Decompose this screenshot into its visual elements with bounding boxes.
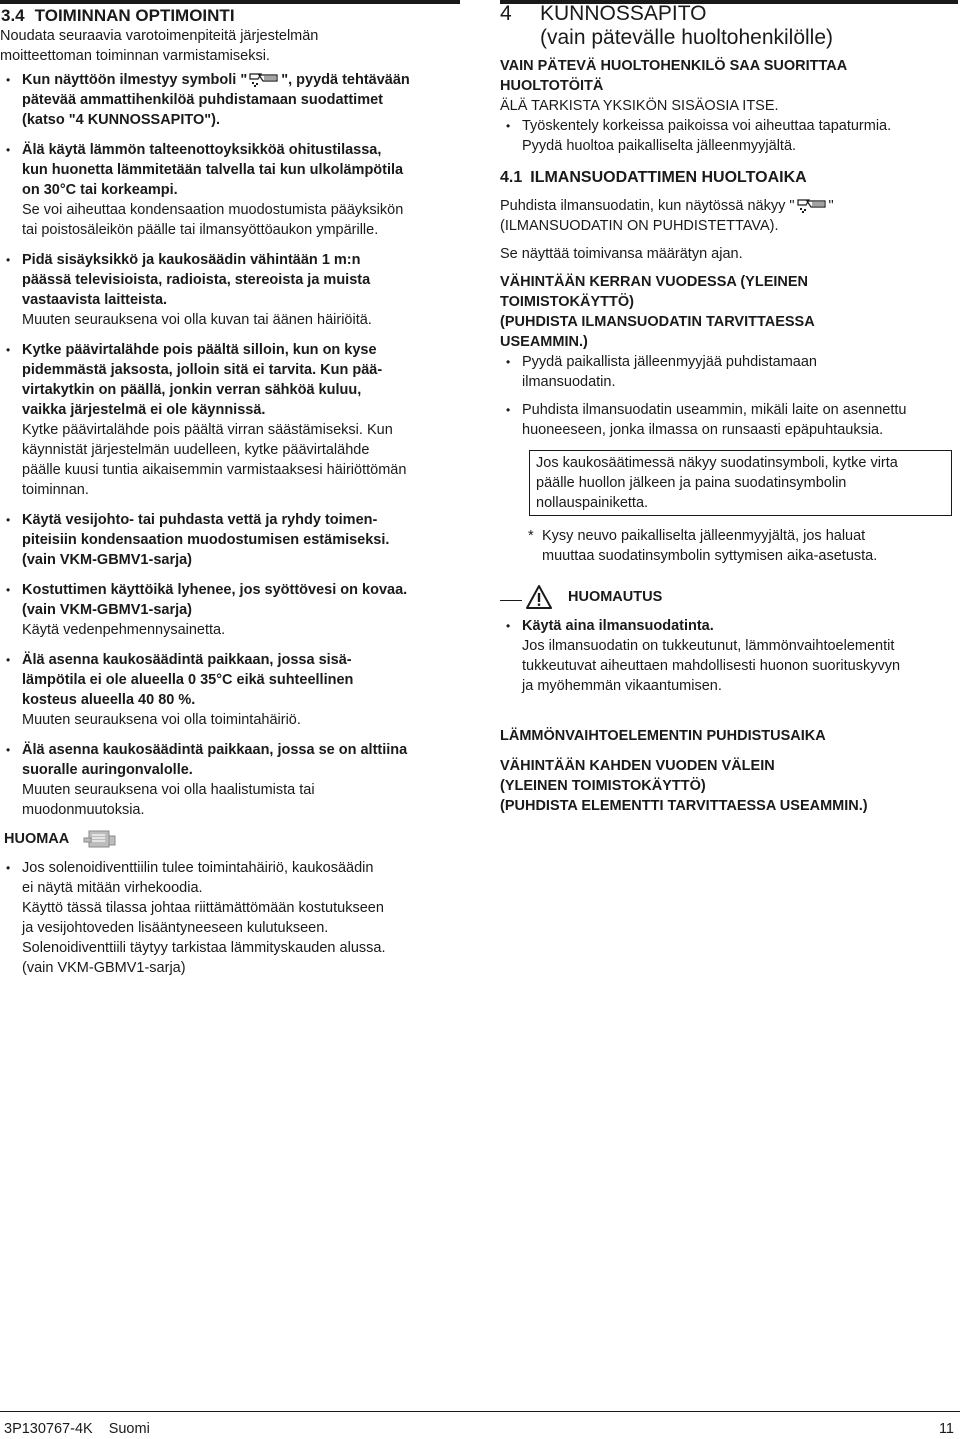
chapter-number: 4 xyxy=(500,2,512,25)
text: pätevää ammattihenkilöä puhdistamaan suodattimet xyxy=(22,92,383,108)
filter-symbol-icon xyxy=(247,70,281,88)
note-title: HUOMAA xyxy=(4,831,70,847)
text: toiminnan. xyxy=(22,482,89,498)
text: vastaavista laitteista. xyxy=(22,292,168,308)
text: USEAMMIN.) xyxy=(500,334,588,350)
bullet-temperature xyxy=(0,650,462,730)
text: VÄHINTÄÄN KAHDEN VUODEN VÄLEIN xyxy=(500,758,775,774)
chapter-title: KUNNOSSAPITO xyxy=(540,2,707,25)
text: huoneeseen, jonka ilmassa on runsaasti epäpuhtauksia. xyxy=(522,422,884,438)
bullet-main-power xyxy=(0,340,462,500)
subsection-title: ILMANSUODATTIMEN HUOLTOAIKA xyxy=(530,169,807,186)
note-heading xyxy=(0,826,462,852)
text: (katso "4 KUNNOSSAPITO"). xyxy=(22,112,220,128)
filter-bullet xyxy=(500,400,958,440)
warn-bullet xyxy=(500,116,958,156)
intro-line: moitteettoman toiminnan varmistamiseksi. xyxy=(0,48,270,64)
text: Kun xyxy=(366,422,393,438)
text xyxy=(500,196,958,216)
heat-exchanger-title: LÄMMÖNVAIHTOELEMENTIN PUHDISTUSAIKA xyxy=(500,728,826,744)
text: Jos ilmansuodatin on tukkeutunut, lämmönvaihtoelementit xyxy=(522,638,895,654)
caution-bullet xyxy=(500,616,958,696)
text: Kysy neuvo paikalliselta jälleenmyyjältä, jos haluat xyxy=(542,528,866,544)
text: päälle huollon jälkeen ja paina suodatinsymbolin xyxy=(536,475,847,491)
text: • Pidä sisäyksikkö ja kaukosäädin vähintään 1 m:n xyxy=(22,252,361,268)
text: • Puhdista ilmansuodatin useammin, mikäli laite on asennettu xyxy=(522,402,907,418)
doc-code: 3P130767-4K xyxy=(4,1421,93,1437)
text: (PUHDISTA ILMANSUODATIN TARVITTAESSA xyxy=(500,314,815,330)
bullet-humidifier xyxy=(0,580,462,640)
text: • Työskentely korkeissa paikoissa voi aiheuttaa tapaturmia. xyxy=(522,118,892,134)
asterisk-note xyxy=(500,526,958,566)
text: • Jos solenoidiventtiilin tulee toimintahäiriö, kaukosäädin xyxy=(22,860,374,876)
right-column xyxy=(500,0,958,816)
footer-rule xyxy=(0,1411,960,1412)
text: kosteus alueella 40 80 %. xyxy=(22,692,196,708)
text: Kun pää- xyxy=(320,362,383,378)
text: Puhdista ilmansuodatin, kun näytössä näkyy " xyxy=(500,198,795,214)
filter-bullet xyxy=(500,352,958,392)
note-hand-icon xyxy=(83,828,117,850)
text: • Kytke päävirtalähde pois päältä silloin, kun on kyse xyxy=(22,342,377,358)
asterisk: * xyxy=(528,528,534,544)
text: ja myöhemmän vikaantumisen. xyxy=(522,678,722,694)
note-bullet xyxy=(0,858,462,978)
footer-doc-code xyxy=(4,1419,150,1439)
text: • Käytä aina ilmansuodatinta. xyxy=(522,618,714,634)
text: piteisiin kondensaation muodostumisen estämiseksi. xyxy=(22,532,390,548)
chapter-heading xyxy=(500,2,958,26)
text: Kun näyttöön ilmestyy symboli " xyxy=(22,72,248,88)
left-column xyxy=(0,0,462,978)
bullet-filter-symbol xyxy=(0,70,462,130)
text: (ILMANSUODATIN ON PUHDISTETTAVA). xyxy=(500,218,779,234)
bullet-bypass xyxy=(0,140,462,240)
text: VÄHINTÄÄN KERRAN VUODESSA (YLEINEN xyxy=(500,274,809,290)
subsection-number: 4.1 xyxy=(500,169,523,186)
chapter-subtitle: (vain pätevälle huoltohenkilölle) xyxy=(540,26,834,49)
text: päälle kuusi tuntia aikaisemmin varmistaaksesi häiriöttömän xyxy=(22,462,407,478)
reset-note-box xyxy=(529,450,952,516)
text: on 30°C tai korkeampi. xyxy=(22,182,178,198)
text: suoralle auringonvalolle. xyxy=(22,762,193,778)
language: Suomi xyxy=(108,1421,150,1437)
text: pidemmästä jaksosta, jolloin sitä ei tarvita. xyxy=(22,362,317,378)
page-number: 11 xyxy=(938,1421,954,1437)
text: ilmansuodatin. xyxy=(522,374,616,390)
text: Muuten seurauksena voi olla kuvan tai äänen häiriöitä. xyxy=(22,312,372,328)
text: • Käytä vesijohto- tai puhdasta vettä ja ryhdy toimen- xyxy=(22,512,378,528)
text: Käytä vedenpehmennysainetta. xyxy=(22,622,226,638)
text: Jos kaukosäätimessä näkyy suodatinsymboli, kytke virta xyxy=(536,455,898,471)
text: tai poistosäleikön päälle tai ilmansyöttöaukon ympärille. xyxy=(22,222,379,238)
text: (YLEINEN TOIMISTOKÄYTTÖ) xyxy=(500,778,706,794)
caution-title: HUOMAUTUS xyxy=(568,589,663,605)
warning-triangle-icon xyxy=(526,584,552,610)
text: Muuten seurauksena voi olla toimintahäiriö. xyxy=(22,712,301,728)
text: • Kostuttimen käyttöikä lyhenee, jos syöttövesi on kovaa. xyxy=(22,582,408,598)
text: Muuten seurauksena voi olla haalistumista tai xyxy=(22,782,315,798)
caution-heading xyxy=(500,584,958,610)
text: virtakytkin on päällä, jonkin verran sähköä kuluu, xyxy=(22,382,362,398)
text: TOIMISTOKÄYTTÖ) xyxy=(500,294,634,310)
text: vaikka järjestelmä ei ole käynnissä. xyxy=(22,402,266,418)
text: (vain VKM-GBMV1-sarja) xyxy=(22,960,186,976)
text: • Älä käytä lämmön talteenottoyksikköä ohitustilassa, xyxy=(22,142,382,158)
text: • Älä asenna kaukosäädintä paikkaan, jossa se on alttiina xyxy=(22,742,408,758)
text: Kytke päävirtalähde pois päältä virran säästämiseksi. xyxy=(22,422,363,438)
text: käynnistät järjestelmän uudelleen, kytke päävirtalähde xyxy=(22,442,370,458)
text: muuttaa suodatinsymbolin syttymisen aika-asetusta. xyxy=(542,548,878,564)
bullet-distance xyxy=(0,250,462,330)
text: päässä televisioista, radioista, stereoista ja muista xyxy=(22,272,371,288)
intro-line: Noudata seuraavia varotoimenpiteitä järjestelmän xyxy=(0,28,319,44)
text: nollauspainiketta. xyxy=(536,495,649,511)
section-title: TOIMINNAN OPTIMOINTI xyxy=(34,6,235,25)
text: kun huonetta lämmitetään talvella tai kun ulkolämpötila xyxy=(22,162,404,178)
text: Se näyttää toimivansa määrätyn ajan. xyxy=(500,246,743,262)
text: HUOLTOTÖITÄ xyxy=(500,78,604,94)
text: (PUHDISTA ELEMENTTI TARVITTAESSA USEAMMIN.) xyxy=(500,798,868,814)
text: ja vesijohtoveden lisääntyneeseen kulutukseen. xyxy=(22,920,329,936)
text: VAIN PÄTEVÄ HUOLTOHENKILÖ SAA SUORITTAA xyxy=(500,58,848,74)
subsection-heading xyxy=(500,168,958,188)
text: tukkeutuvat aiheuttaen mahdollisesti huonon suorituskyvyn xyxy=(522,658,901,674)
text: " xyxy=(828,198,834,214)
bullet-sunlight xyxy=(0,740,462,820)
text: lämpötila ei ole alueella 0 35°C eikä suhteellinen xyxy=(22,672,354,688)
filter-symbol-icon xyxy=(795,196,829,214)
text: • Älä asenna kaukosäädintä paikkaan, jossa sisä- xyxy=(22,652,352,668)
text: (vain VKM-GBMV1-sarja) xyxy=(22,552,193,568)
section-heading xyxy=(0,4,462,26)
text: (vain VKM-GBMV1-sarja) xyxy=(22,602,193,618)
bullet-water xyxy=(0,510,462,570)
text: ", pyydä tehtävään xyxy=(281,72,410,88)
text: Käyttö tässä tilassa johtaa riittämättömään kostutukseen xyxy=(22,900,384,916)
text: ÄLÄ TARKISTA YKSIKÖN SISÄOSIA ITSE. xyxy=(500,98,779,114)
caution-rule xyxy=(500,600,522,601)
text: muodonmuutoksia. xyxy=(22,802,145,818)
text: • Pyydä paikallista jälleenmyyjää puhdistamaan xyxy=(522,354,817,370)
text: ei näytä mitään virhekoodia. xyxy=(22,880,203,896)
text: Solenoidiventtiili täytyy tarkistaa lämmityskauden alussa. xyxy=(22,940,386,956)
text: Se voi aiheuttaa kondensaation muodostumista pääyksikön xyxy=(22,202,404,218)
text: Pyydä huoltoa paikalliselta jälleenmyyjältä. xyxy=(522,138,797,154)
section-number: 3.4 xyxy=(1,6,25,25)
